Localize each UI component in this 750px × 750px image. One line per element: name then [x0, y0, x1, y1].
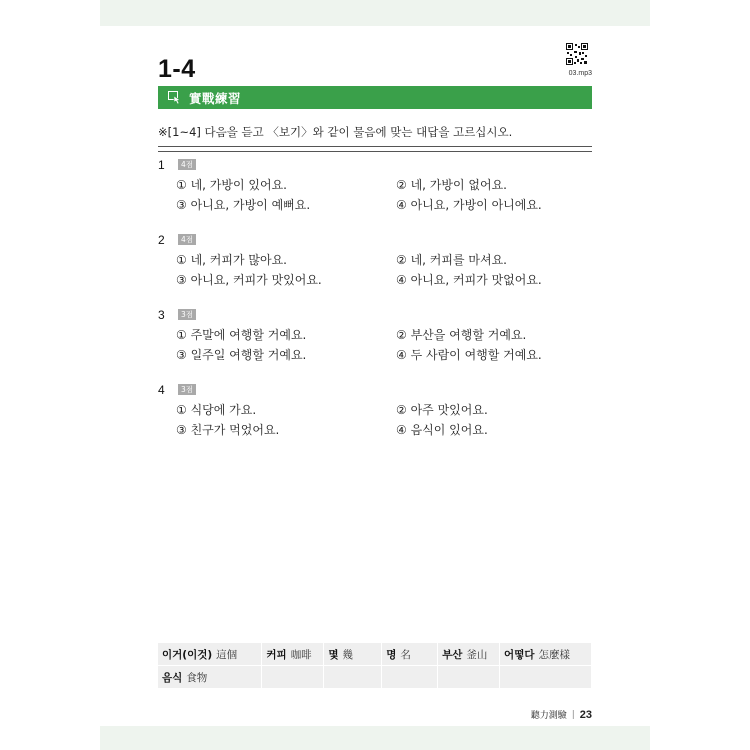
qr-code-icon [566, 43, 588, 65]
bottom-margin-band [100, 726, 650, 750]
question-number: 3 [158, 308, 165, 322]
footer-separator: | [571, 709, 575, 720]
option-2: ② 부산을 여행할 거예요. [396, 328, 527, 342]
vocabulary-table [158, 643, 592, 689]
audio-file-label: 03.mp3 [568, 70, 592, 77]
points-badge: 4점 [178, 234, 196, 245]
vocab-cell: 명 名 [382, 643, 438, 666]
vocab-cell: 음식 食物 [158, 666, 262, 689]
section-title: 實戰練習 [189, 90, 242, 106]
option-3: ③ 일주일 여행할 거예요. [176, 348, 307, 362]
option-1: ① 식당에 가요. [176, 403, 257, 417]
option-2: ② 네, 가방이 없어요. [396, 178, 507, 192]
vocab-cell: 이거(이것) 這個 [158, 643, 262, 666]
option-4: ④ 아니요, 커피가 맛없어요. [396, 273, 542, 287]
vocab-cell [324, 666, 382, 689]
vocab-row [158, 666, 592, 689]
option-2: ② 아주 맛있어요. [396, 403, 488, 417]
vocab-cell: 어떻다 怎麼樣 [500, 643, 592, 666]
instruction-text: ※[1~4] 다음을 듣고 〈보기〉와 같이 물음에 맞는 대답을 고르십시오. [158, 125, 513, 139]
option-2: ② 네, 커피를 마셔요. [396, 253, 507, 267]
option-3: ③ 친구가 먹었어요. [176, 423, 280, 437]
vocab-cell [500, 666, 592, 689]
divider-thick [158, 151, 592, 152]
top-margin-band [100, 0, 650, 26]
option-3: ③ 아니요, 가방이 예뻐요. [176, 198, 311, 212]
vocab-cell: 커피 咖啡 [262, 643, 324, 666]
page-number: 23 [579, 708, 592, 721]
option-4: ④ 아니요, 가방이 아니에요. [396, 198, 542, 212]
vocab-cell [438, 666, 500, 689]
section-title-bar [158, 86, 592, 109]
page-heading: 1-4 [158, 55, 196, 83]
points-badge: 4점 [178, 159, 196, 170]
question-number: 4 [158, 383, 165, 397]
divider-thin [158, 146, 592, 147]
option-1: ① 주말에 여행할 거예요. [176, 328, 307, 342]
question-number: 2 [158, 233, 165, 247]
option-4: ④ 두 사람이 여행할 거예요. [396, 348, 542, 362]
footer-section-label: 聽力測驗 [530, 711, 567, 721]
question-number: 1 [158, 158, 165, 172]
points-badge: 3점 [178, 384, 196, 395]
option-1: ① 네, 커피가 많아요. [176, 253, 287, 267]
vocab-row [158, 643, 592, 666]
option-3: ③ 아니요, 커피가 맛있어요. [176, 273, 322, 287]
vocab-cell [262, 666, 324, 689]
hand-pointer-icon [168, 91, 182, 105]
vocab-cell: 몇 幾 [324, 643, 382, 666]
points-badge: 3점 [178, 309, 196, 320]
vocab-cell: 부산 釜山 [438, 643, 500, 666]
option-1: ① 네, 가방이 있어요. [176, 178, 287, 192]
page-footer [531, 708, 592, 721]
option-4: ④ 음식이 있어요. [396, 423, 488, 437]
vocab-cell [382, 666, 438, 689]
